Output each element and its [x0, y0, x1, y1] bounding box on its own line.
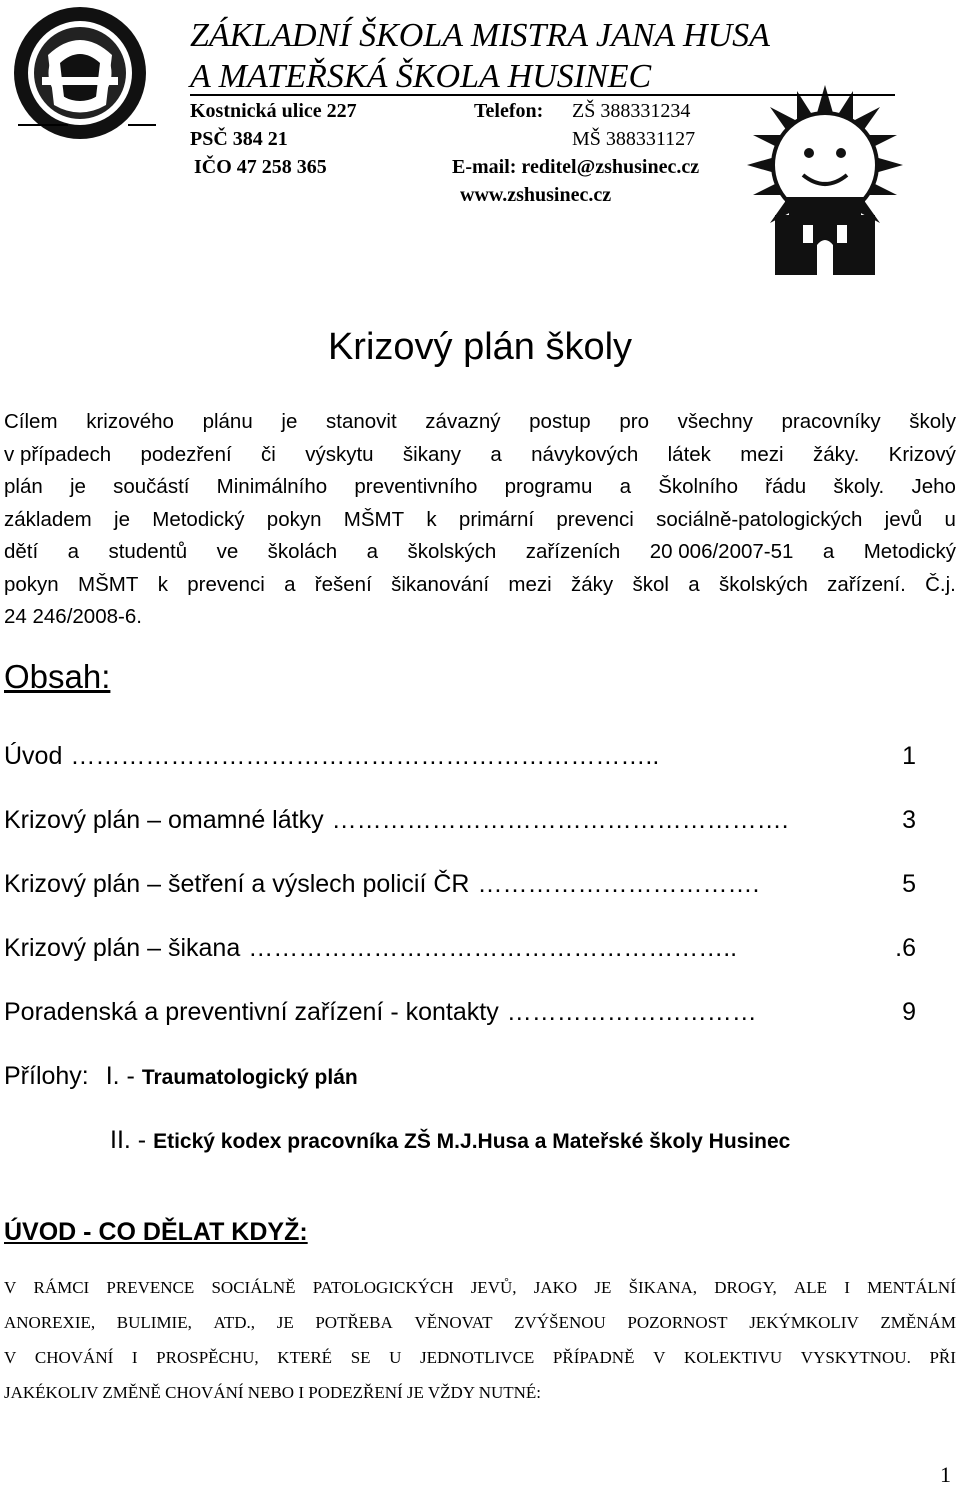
word: postup	[529, 410, 591, 433]
word: a	[490, 442, 502, 466]
word: a	[284, 572, 296, 596]
word: PROSPĚCHU,	[156, 1348, 259, 1367]
attachment-1-title: Traumatologický plán	[141, 1066, 358, 1089]
word: studentů	[108, 540, 188, 563]
word: ZMĚNÁM	[880, 1313, 956, 1332]
toc-entry-page: 1	[902, 742, 916, 770]
word: JEDNOTLIVCE	[420, 1348, 535, 1367]
address-psc: PSČ 384 21	[190, 128, 288, 150]
toc-entry-page: 3	[902, 806, 916, 834]
attachment-2-number: II. -	[110, 1126, 154, 1154]
word: SOCIÁLNĚ	[211, 1278, 296, 1297]
section-paragraph	[4, 1270, 956, 1410]
word: pro	[619, 410, 649, 433]
word: ALE	[793, 1278, 828, 1297]
attachments-row-2	[110, 1126, 790, 1155]
school-seal-logo	[8, 5, 158, 155]
word: Č.j.	[925, 572, 956, 596]
word: sociálně-patologických	[656, 507, 863, 531]
phone-ms: MŠ 388331127	[572, 128, 696, 150]
word: PŘÍPADNĚ	[552, 1348, 635, 1367]
word: k	[157, 572, 168, 596]
word: U	[389, 1348, 402, 1367]
word: řešení	[314, 572, 372, 596]
word: pokyn	[266, 507, 322, 531]
word: ŠIKANA,	[628, 1278, 698, 1297]
attachments-row-1	[4, 1062, 358, 1091]
word: 20 006/2007-51	[649, 540, 794, 563]
caps-line	[4, 1340, 956, 1375]
caps-line	[4, 1270, 956, 1305]
word: SE	[350, 1348, 371, 1367]
address-ico: IČO 47 258 365	[194, 156, 327, 178]
word: Metodický	[863, 540, 956, 563]
word: řádu	[765, 475, 807, 498]
word: ANOREXIE,	[4, 1313, 96, 1332]
toc-entry-leader: …………………………….	[477, 870, 760, 898]
word: žáky	[571, 572, 614, 596]
intro-line	[4, 601, 956, 634]
word: preventivního	[354, 475, 478, 498]
toc-entry-label: Poradenská a preventivní zařízení - kontakty	[4, 998, 499, 1026]
word: POTŘEBA	[315, 1313, 393, 1332]
intro-line	[4, 536, 956, 569]
word: a	[688, 572, 700, 596]
word: V	[4, 1348, 17, 1367]
word: pokyn	[4, 572, 59, 596]
kindergarten-sun-logo	[745, 85, 905, 280]
toc-entry-label: Krizový plán – šikana	[4, 934, 241, 962]
word: prevenci	[187, 572, 265, 596]
word: u	[944, 507, 956, 531]
attachments-label: Přílohy:	[4, 1062, 89, 1090]
word: BULIMIE,	[116, 1313, 192, 1332]
word: RÁMCI	[33, 1278, 90, 1297]
toc-entry-label: Krizový plán – šetření a výslech policií ČR	[4, 870, 470, 898]
attachment-2-title: Etický kodex pracovníka ZŠ M.J.Husa a Mateřské školy Husinec	[153, 1130, 791, 1153]
word: PREVENCE	[106, 1278, 195, 1297]
word: školách	[267, 540, 338, 563]
toc-entry-label: Krizový plán – omamné látky	[4, 806, 324, 834]
word: a	[822, 540, 835, 563]
toc-entry-page: 9	[902, 998, 916, 1026]
toc-entry[interactable]	[4, 742, 916, 771]
toc-entry[interactable]	[4, 934, 916, 963]
word: jevů	[884, 507, 923, 531]
intro-paragraph	[4, 406, 956, 634]
word: žáky.	[812, 442, 860, 466]
word: škol	[632, 572, 669, 596]
word: je	[114, 507, 130, 531]
word: ATD.,	[213, 1313, 256, 1332]
word: JAKO	[533, 1278, 578, 1297]
word: POZORNOST	[627, 1313, 728, 1332]
toc-entry[interactable]	[4, 806, 916, 835]
word: VYSKYTNOU.	[800, 1348, 911, 1367]
school-name-line2: A MATEŘSKÁ ŠKOLA HUSINEC	[190, 58, 652, 95]
address-street: Kostnická ulice 227	[190, 100, 357, 122]
word: základem	[4, 507, 92, 531]
word: školy.	[833, 475, 885, 498]
word: plán	[4, 475, 43, 498]
school-name-line1: ZÁKLADNÍ ŠKOLA MISTRA JANA HUSA	[190, 17, 770, 54]
word: JE	[594, 1278, 612, 1297]
section-heading: ÚVOD - CO DĚLAT KDYŽ:	[4, 1218, 308, 1246]
word: šikanování	[391, 572, 490, 596]
word: Jeho	[911, 475, 956, 498]
intro-line	[4, 504, 956, 537]
word: všechny	[677, 410, 753, 433]
word: VĚNOVAT	[414, 1313, 493, 1332]
word: je	[69, 475, 86, 498]
word: I	[131, 1348, 138, 1367]
word: látek	[667, 442, 711, 466]
word: a	[67, 540, 80, 563]
word: pracovníky	[781, 410, 881, 433]
page-number: 1	[940, 1462, 951, 1487]
word: v případech	[4, 442, 112, 466]
word: Metodický	[152, 507, 245, 531]
word: mezi	[508, 572, 552, 596]
word: JAKÉKOLIV ZMĚNĚ CHOVÁNÍ NEBO I PODEZŘENÍ JE VŽDY NUTNÉ:	[4, 1383, 542, 1402]
contents-heading: Obsah:	[4, 658, 111, 695]
word: programu	[504, 475, 593, 498]
word: plánu	[202, 410, 253, 433]
caps-line	[4, 1375, 956, 1410]
toc-entry-leader: …………………………………………………..	[248, 934, 738, 962]
word: školských	[407, 540, 497, 563]
word: MENTÁLNÍ	[867, 1278, 956, 1297]
toc-entry-label: Úvod	[4, 742, 63, 770]
word: JE	[276, 1313, 294, 1332]
word: školských	[719, 572, 808, 596]
word: MŠMT	[343, 507, 405, 531]
word: závazný	[425, 410, 501, 433]
phone-label: Telefon:	[474, 100, 544, 122]
caps-line	[4, 1305, 956, 1340]
word: DROGY,	[714, 1278, 777, 1297]
word: ve	[216, 540, 239, 563]
attachment-1-number: I. -	[105, 1062, 142, 1090]
toc-entry[interactable]	[4, 998, 916, 1027]
word: součástí	[113, 475, 190, 498]
intro-line	[4, 471, 956, 504]
website-address[interactable]: www.zshusinec.cz	[460, 184, 612, 206]
word: ZVÝŠENOU	[514, 1313, 606, 1332]
intro-line	[4, 569, 956, 602]
word: stanovit	[326, 410, 397, 433]
word: či	[261, 442, 276, 466]
word: zařízení.	[827, 572, 906, 596]
intro-line	[4, 406, 956, 439]
word: primární	[458, 507, 535, 531]
intro-line	[4, 439, 956, 472]
document-title: Krizový plán školy	[327, 326, 633, 368]
word: šikany	[402, 442, 462, 466]
toc-entry-leader: …………………………	[506, 998, 757, 1026]
word: a	[366, 540, 379, 563]
word: Minimálního	[216, 475, 328, 498]
word: prevenci	[556, 507, 634, 531]
word: PATOLOGICKÝCH	[312, 1278, 454, 1297]
word: Krizový	[888, 442, 956, 466]
word: PŘI	[929, 1348, 956, 1367]
word: V	[653, 1348, 666, 1367]
word: Cílem	[4, 410, 58, 433]
word: KOLEKTIVU	[683, 1348, 783, 1367]
word: V	[4, 1278, 17, 1297]
word: KTERÉ	[277, 1348, 333, 1367]
word: a	[619, 475, 631, 498]
toc-entry-leader: ……………………………………………………………..	[70, 742, 660, 770]
word: 24 246/2008-6.	[4, 605, 142, 628]
toc-entry[interactable]	[4, 870, 916, 899]
word: návykových	[531, 442, 639, 466]
word: krizového	[86, 410, 174, 433]
word: zařízeních	[525, 540, 621, 563]
header-rule	[190, 94, 895, 96]
email-address[interactable]: E-mail: reditel@zshusinec.cz	[452, 156, 700, 178]
word: je	[281, 410, 298, 433]
word: CHOVÁNÍ	[34, 1348, 114, 1367]
word: výskytu	[305, 442, 374, 466]
toc-entry-leader: ……………………………………………….	[331, 806, 789, 834]
word: školy	[909, 410, 956, 433]
word: MŠMT	[78, 572, 139, 596]
toc-entry-page: .6	[895, 934, 916, 962]
word: dětí	[4, 540, 39, 563]
toc-entry-page: 5	[902, 870, 916, 898]
word: I	[844, 1278, 850, 1297]
word: JEKÝMKOLIV	[749, 1313, 859, 1332]
word: Školního	[658, 475, 738, 498]
word: podezření	[140, 442, 232, 466]
word: mezi	[740, 442, 784, 466]
word: JEVŮ,	[470, 1278, 517, 1297]
phone-zs: ZŠ 388331234	[572, 100, 691, 122]
word: k	[426, 507, 437, 531]
